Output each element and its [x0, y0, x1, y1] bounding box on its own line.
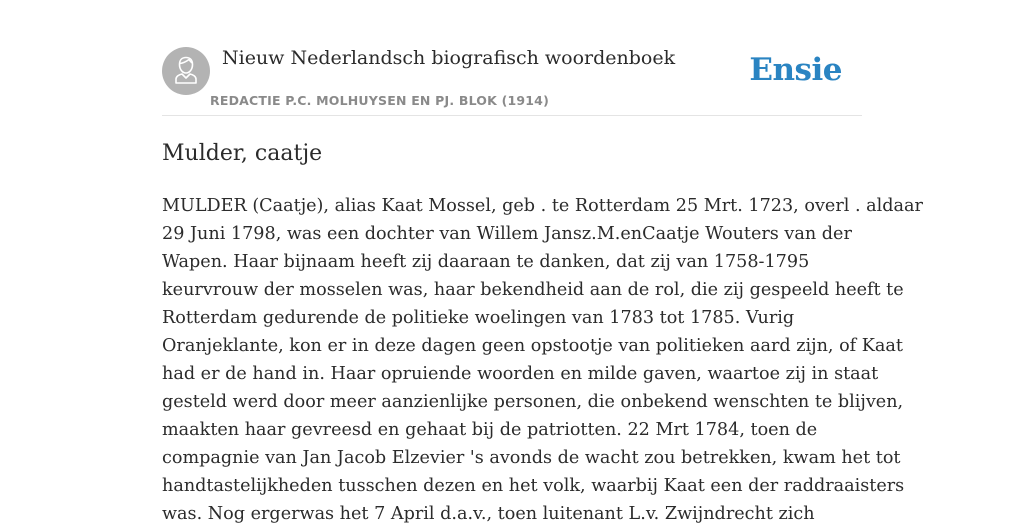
source-title-link[interactable]: Nieuw Nederlandsch biografisch woordenboek [222, 47, 676, 69]
entry-body-line: had er de hand in. Haar opruiende woorden en milde gaven, waartoe zij in staat [162, 364, 879, 384]
ensie-logo[interactable]: Ensie [749, 52, 842, 88]
source-header [162, 0, 862, 116]
user-silhouette-icon[interactable] [162, 47, 210, 95]
user-silhouette-svg [162, 47, 210, 95]
entry-body-line: 29 Juni 1798, was een dochter van Willem Jansz.M.enCaatje Wouters van der [162, 224, 852, 244]
entry-body-line: was. Nog ergerwas het 7 April d.a.v., toen luitenant L.v. Zwijndrecht zich [162, 504, 815, 524]
entry-body-line: Oranjeklante, kon er in deze dagen geen opstootje van politieken aard zijn, of Kaat [162, 336, 903, 356]
entry-body-line: gesteld werd door meer aanzienlijke personen, die onbekend wenschten te blijven, [162, 392, 904, 412]
entry-body-line: MULDER (Caatje), alias Kaat Mossel, geb . te Rotterdam 25 Mrt. 1723, overl . aldaar [162, 196, 923, 216]
entry-body-line: Wapen. Haar bijnaam heeft zij daaraan te danken, dat zij van 1758-1795 [162, 252, 810, 272]
source-editors: REDACTIE P.C. MOLHUYSEN EN PJ. BLOK (1914) [210, 93, 549, 108]
entry-body-line: keurvrouw der mosselen was, haar bekendheid aan de rol, die zij gespeeld heeft te [162, 280, 904, 300]
entry-body-line: maakten haar gevreesd en gehaat bij de patriotten. 22 Mrt 1784, toen de [162, 420, 818, 440]
article [162, 0, 923, 524]
entry-body-line: handtastelijkheden tusschen dezen en het volk, waarbij Kaat een der raddraaisters [162, 476, 905, 496]
entry-body [162, 192, 923, 528]
entry-body-line: compagnie van Jan Jacob Elzevier 's avonds de wacht zou betrekken, kwam het tot [162, 448, 901, 468]
entry-body-line: Rotterdam gedurende de politieke woelingen van 1783 tot 1785. Vurig [162, 308, 795, 328]
entry-title: Mulder, caatje [162, 141, 323, 166]
